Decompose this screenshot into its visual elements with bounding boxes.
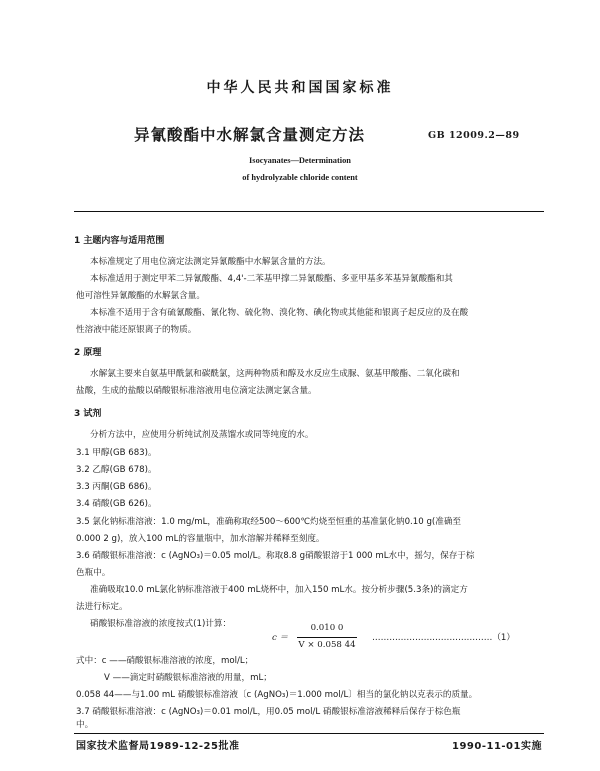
section-1-para-3-line-2: 性溶液中能还原银离子的物质。	[76, 325, 197, 335]
document-title: 异氰酸酯中水解氯含量测定方法	[134, 126, 366, 144]
formula-numerator: 0.010 0	[310, 623, 344, 633]
where-v: V ——滴定时硝酸银标准溶液的用量，mL；	[104, 673, 272, 683]
where-c: 式中：c ——硝酸银标准溶液的浓度，mol/L；	[76, 656, 254, 666]
section-2-heading: 2 原理	[74, 348, 102, 358]
section-1-para-2-line-2: 他可溶性异氰酸酯的水解氯含量。	[76, 291, 205, 301]
item-3-4: 3.4 硝酸(GB 626)。	[76, 499, 157, 509]
approval-date: 国家技术监督局1989-12-25批准	[76, 741, 240, 752]
item-3-5-line-2: 0.000 2 g)，放入100 mL的容量瓶中，加水溶解并稀释至刻度。	[76, 534, 325, 544]
section-1-para-1: 本标准规定了用电位滴定法测定异氰酸酯中水解氯含量的方法。	[90, 257, 331, 267]
section-3-intro: 分析方法中，应使用分析纯试剂及蒸馏水或同等纯度的水。	[90, 430, 314, 440]
section-1-para-3-line-1: 本标准不适用于含有硫氰酸酯、氰化物、硫化物、溴化物、碘化物或其他能和银离子起反应的及在酸	[90, 308, 469, 318]
item-3-1: 3.1 甲醇(GB 683)。	[76, 448, 157, 458]
item-3-6-line-1: 3.6 硝酸银标准溶液：c (AgNO₃)＝0.05 mol/L。称取8.8 g硝酸银溶于1 000 mL水中，摇匀，保存于棕	[76, 551, 475, 561]
formula-denominator: V × 0.058 44	[298, 640, 356, 650]
formula-number: ……………………………………（1）	[372, 633, 515, 643]
national-standard-heading: 中华人民共和国国家标准	[206, 80, 394, 96]
section-2-para-line-1: 水解氯主要来自氨基甲酰氯和碳酰氯，这两种物质和醇及水反应生成脲、氨基甲酸酯、二氧化碳和	[90, 369, 460, 379]
formula-fraction-bar	[297, 637, 357, 638]
item-3-5-line-1: 3.5 氯化钠标准溶液：1.0 mg/mL，准确称取经500～600℃灼烧至恒重的基准氯化钠0.10 g(准确至	[76, 517, 462, 527]
item-3-6-para-3: 硝酸银标准溶液的浓度按式(1)计算：	[90, 619, 232, 629]
item-3-6-para-2-line-2: 法进行标定。	[76, 602, 128, 612]
item-3-7-line-1: 3.7 硝酸银标准溶液：c (AgNO₃)＝0.01 mol/L，用0.05 mol/L 硝酸银标准溶液稀释后保存于棕色瓶	[76, 707, 461, 717]
formula-lhs: c ＝	[272, 633, 289, 643]
section-2-para-line-2: 盐酸，生成的盐酸以硝酸银标准溶液用电位滴定法测定氯含量。	[76, 386, 317, 396]
english-title-line2: of hydrolyzable chloride content	[242, 173, 358, 182]
top-rule	[74, 211, 544, 212]
effective-date: 1990-11-01实施	[452, 741, 542, 752]
bottom-rule	[74, 733, 544, 734]
item-3-7-line-2: 中。	[76, 720, 94, 730]
item-3-6-para-2-line-1: 准确吸取10.0 mL氯化钠标准溶液于400 mL烧杯中，加入150 mL水。按分析步骤(5.3条)的滴定方	[90, 585, 468, 595]
section-1-heading: 1 主题内容与适用范围	[74, 236, 165, 246]
item-3-6-line-2: 色瓶中。	[76, 568, 111, 578]
where-constant: 0.058 44——与1.00 mL 硝酸银标准溶液〔c (AgNO₃)＝1.000 mol/L〕相当的氯化钠以克表示的质量。	[76, 690, 478, 700]
standard-number: GB 12009.2—89	[428, 130, 520, 141]
section-3-heading: 3 试剂	[74, 409, 102, 419]
section-1-para-2-line-1: 本标准适用于测定甲苯二异氰酸酯、4,4'-二苯基甲撑二异氰酸酯、多亚甲基多苯基异氰酸酯和其	[90, 274, 453, 284]
item-3-2: 3.2 乙醇(GB 678)。	[76, 465, 157, 475]
item-3-3: 3.3 丙酮(GB 686)。	[76, 482, 157, 492]
english-title-line1: Isocyanates—Determination	[249, 156, 351, 165]
